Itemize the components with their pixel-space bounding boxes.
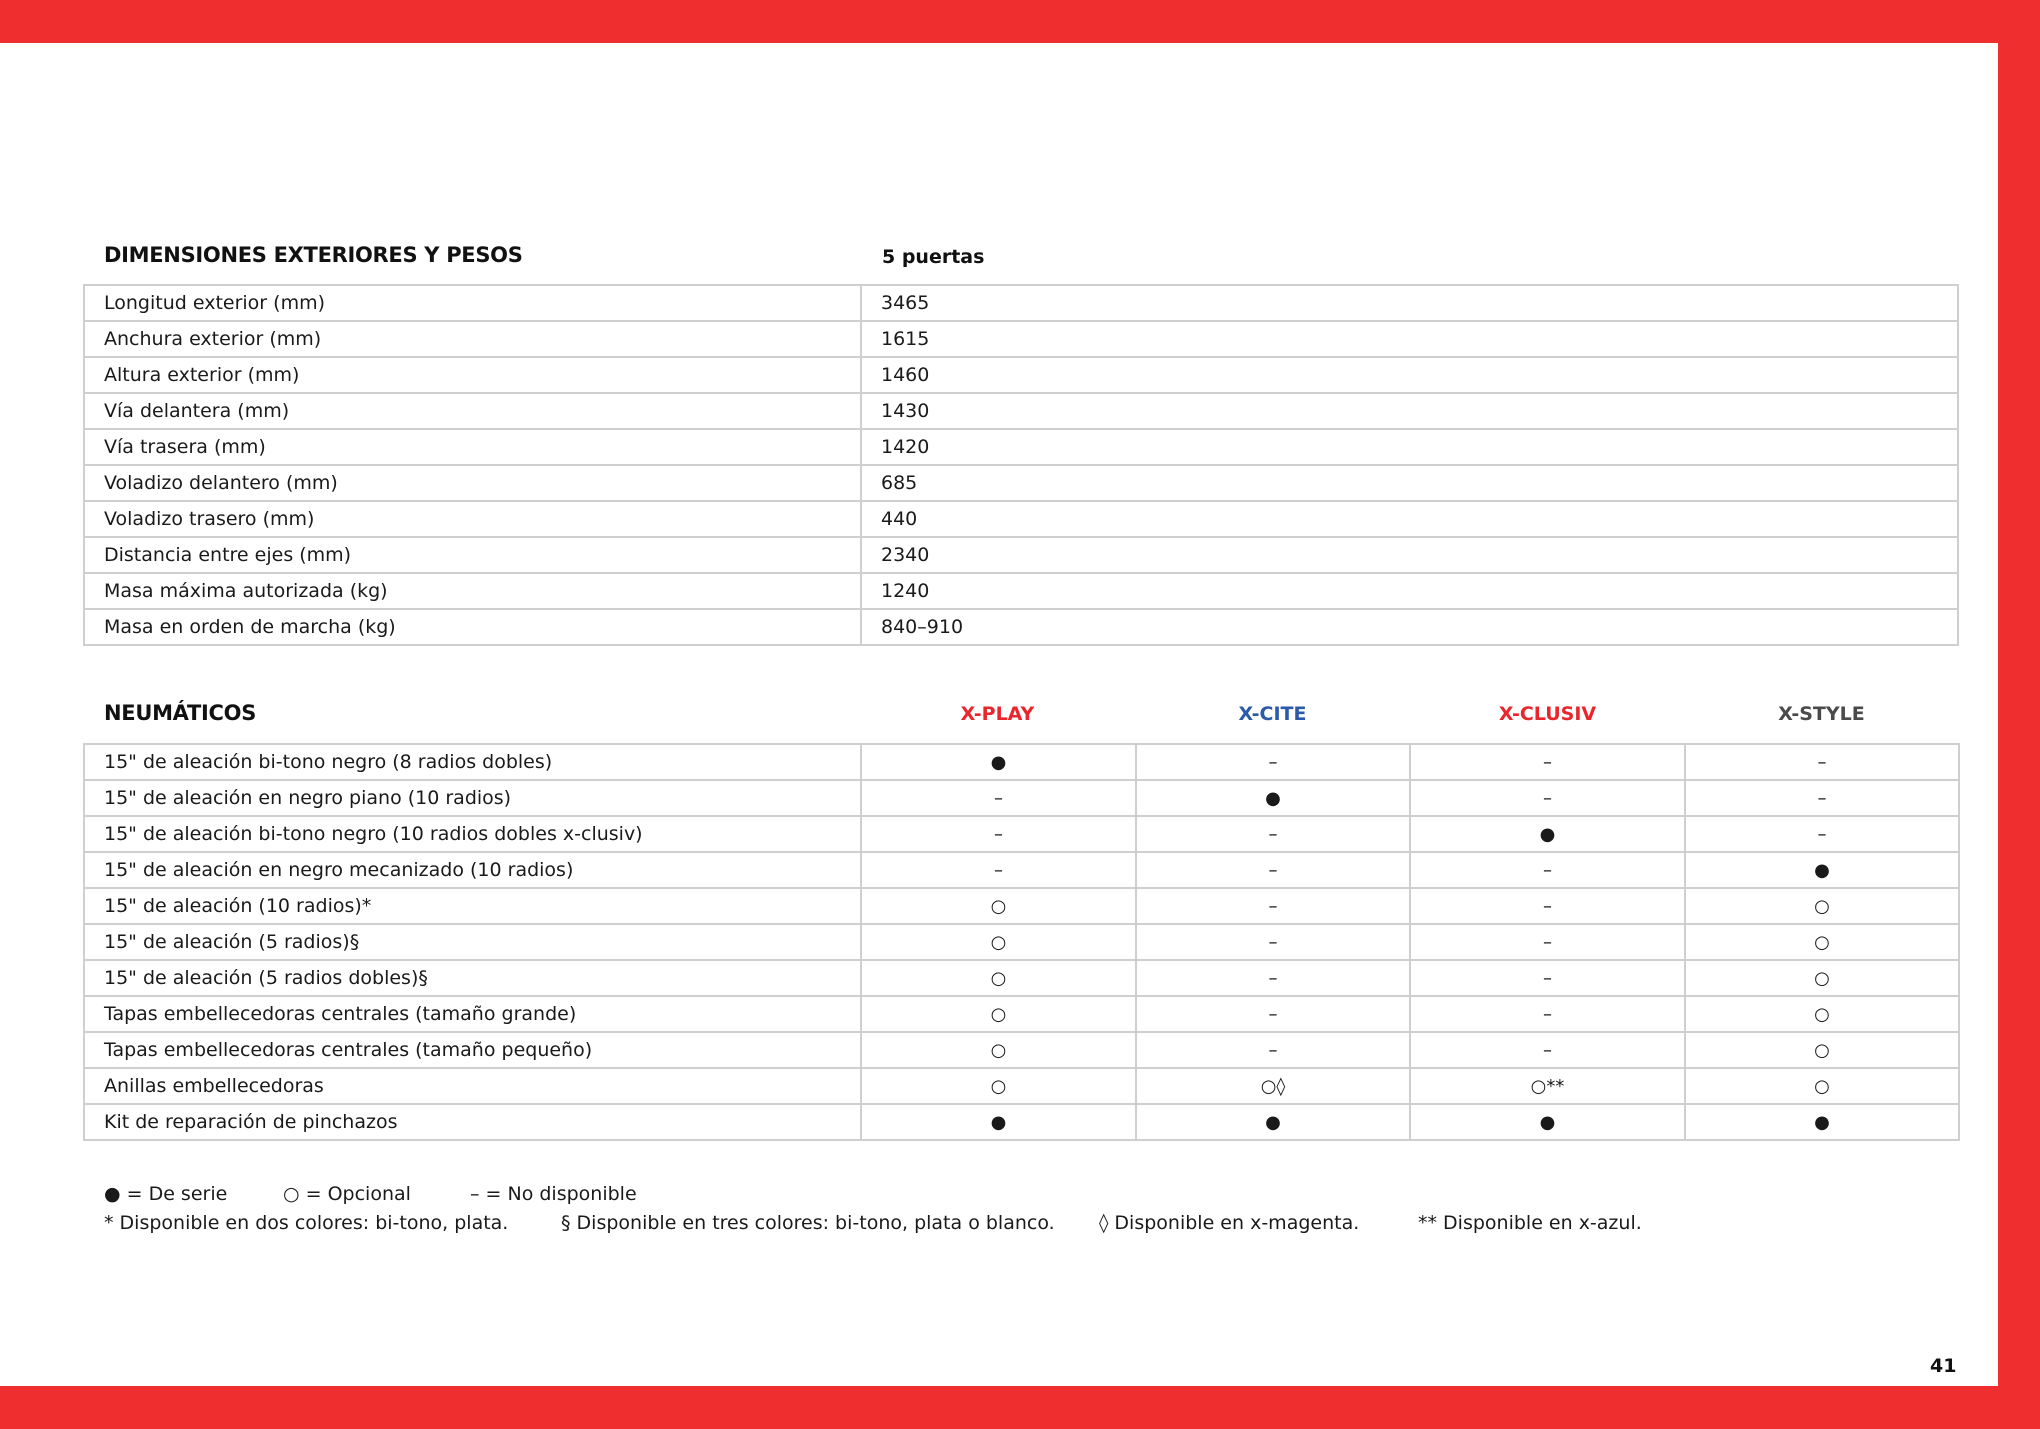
tire-label: 15" de aleación en negro mecanizado (10 radios) bbox=[84, 852, 861, 888]
tire-row bbox=[84, 960, 1959, 996]
availability-cell: ○ bbox=[1685, 1032, 1959, 1068]
tire-label: 15" de aleación (10 radios)* bbox=[84, 888, 861, 924]
column-x-clusiv: X-CLUSIV bbox=[1498, 703, 1597, 725]
dimension-label: Voladizo delantero (mm) bbox=[84, 465, 861, 501]
footnote-section: § Disponible en tres colores: bi-tono, plata o blanco. bbox=[561, 1212, 1055, 1234]
dimension-label: Altura exterior (mm) bbox=[84, 357, 861, 393]
dimension-value: 685 bbox=[861, 465, 1958, 501]
right-red-bar bbox=[1998, 0, 2040, 1429]
column-x-style: X-STYLE bbox=[1778, 703, 1865, 725]
footnote-diamond: ◊ Disponible en x-magenta. bbox=[1099, 1212, 1360, 1234]
availability-cell: – bbox=[1136, 996, 1410, 1032]
dimension-label: Masa máxima autorizada (kg) bbox=[84, 573, 861, 609]
availability-cell: – bbox=[1410, 888, 1685, 924]
dimension-label: Longitud exterior (mm) bbox=[84, 285, 861, 321]
dimension-label: Voladizo trasero (mm) bbox=[84, 501, 861, 537]
dimensions-table bbox=[83, 284, 1959, 646]
availability-cell: – bbox=[1410, 996, 1685, 1032]
tire-row bbox=[84, 744, 1959, 780]
dimension-value: 3465 bbox=[861, 285, 1958, 321]
availability-cell: ○ bbox=[1685, 960, 1959, 996]
tire-label: 15" de aleación bi-tono negro (8 radios dobles) bbox=[84, 744, 861, 780]
tire-row bbox=[84, 888, 1959, 924]
dimension-label: Anchura exterior (mm) bbox=[84, 321, 861, 357]
availability-cell: ○ bbox=[1685, 924, 1959, 960]
availability-cell: ● bbox=[1685, 852, 1959, 888]
tire-row bbox=[84, 924, 1959, 960]
dimension-row bbox=[84, 609, 1958, 645]
dimension-value: 1615 bbox=[861, 321, 1958, 357]
availability-cell: ○ bbox=[1685, 1068, 1959, 1104]
availability-cell: ● bbox=[1410, 1104, 1685, 1140]
tire-label: 15" de aleación (5 radios dobles)§ bbox=[84, 960, 861, 996]
tire-row bbox=[84, 816, 1959, 852]
tire-row bbox=[84, 780, 1959, 816]
availability-cell: ● bbox=[861, 744, 1136, 780]
availability-cell: – bbox=[1136, 852, 1410, 888]
availability-cell: – bbox=[1410, 924, 1685, 960]
bottom-red-bar bbox=[0, 1386, 2040, 1429]
tire-label: 15" de aleación en negro piano (10 radios) bbox=[84, 780, 861, 816]
legend-standard: ● = De serie bbox=[104, 1183, 228, 1205]
tire-label: Tapas embellecedoras centrales (tamaño pequeño) bbox=[84, 1032, 861, 1068]
tire-row bbox=[84, 1104, 1959, 1140]
availability-cell: – bbox=[1410, 780, 1685, 816]
availability-cell: ● bbox=[1410, 816, 1685, 852]
dimension-label: Vía delantera (mm) bbox=[84, 393, 861, 429]
footnote-double-star: ** Disponible en x-azul. bbox=[1418, 1212, 1642, 1234]
availability-cell: – bbox=[861, 780, 1136, 816]
dimension-row bbox=[84, 465, 1958, 501]
dimensions-title: DIMENSIONES EXTERIORES Y PESOS bbox=[104, 243, 523, 267]
tires-title: NEUMÁTICOS bbox=[104, 701, 257, 725]
page-number: 41 bbox=[1930, 1355, 1957, 1377]
availability-cell: – bbox=[1410, 744, 1685, 780]
footnote-star: * Disponible en dos colores: bi-tono, plata. bbox=[104, 1212, 509, 1234]
availability-cell: ○◊ bbox=[1136, 1068, 1410, 1104]
dimension-row bbox=[84, 573, 1958, 609]
availability-cell: ○** bbox=[1410, 1068, 1685, 1104]
availability-cell: ○ bbox=[861, 960, 1136, 996]
tire-row bbox=[84, 852, 1959, 888]
availability-cell: – bbox=[1685, 816, 1959, 852]
availability-cell: ○ bbox=[1685, 888, 1959, 924]
availability-cell: ● bbox=[1136, 1104, 1410, 1140]
dimension-label: Masa en orden de marcha (kg) bbox=[84, 609, 861, 645]
dimension-row bbox=[84, 321, 1958, 357]
dimension-row bbox=[84, 537, 1958, 573]
dimension-row bbox=[84, 393, 1958, 429]
dimension-value: 1420 bbox=[861, 429, 1958, 465]
tire-label: Anillas embellecedoras bbox=[84, 1068, 861, 1104]
tires-table bbox=[83, 743, 1960, 1141]
availability-cell: – bbox=[1410, 852, 1685, 888]
dimensions-column-header: 5 puertas bbox=[882, 246, 985, 268]
availability-cell: ○ bbox=[861, 888, 1136, 924]
column-x-cite: X-CITE bbox=[1238, 703, 1307, 725]
dimension-row bbox=[84, 501, 1958, 537]
availability-cell: – bbox=[1136, 888, 1410, 924]
dimension-row bbox=[84, 429, 1958, 465]
availability-cell: – bbox=[1685, 744, 1959, 780]
availability-cell: – bbox=[1410, 960, 1685, 996]
availability-cell: ○ bbox=[861, 1068, 1136, 1104]
dimension-value: 1240 bbox=[861, 573, 1958, 609]
tire-row bbox=[84, 996, 1959, 1032]
tire-row bbox=[84, 1068, 1959, 1104]
tire-label: Kit de reparación de pinchazos bbox=[84, 1104, 861, 1140]
availability-cell: ● bbox=[1136, 780, 1410, 816]
availability-cell: – bbox=[861, 816, 1136, 852]
tire-label: 15" de aleación bi-tono negro (10 radios dobles x-clusiv) bbox=[84, 816, 861, 852]
dimension-value: 1460 bbox=[861, 357, 1958, 393]
availability-cell: – bbox=[1685, 780, 1959, 816]
dimension-label: Distancia entre ejes (mm) bbox=[84, 537, 861, 573]
availability-cell: – bbox=[1410, 1032, 1685, 1068]
dimension-row bbox=[84, 357, 1958, 393]
column-x-play: X-PLAY bbox=[960, 703, 1035, 725]
legend-optional: ○ = Opcional bbox=[283, 1183, 411, 1205]
availability-cell: – bbox=[861, 852, 1136, 888]
availability-cell: – bbox=[1136, 960, 1410, 996]
availability-cell: ○ bbox=[1685, 996, 1959, 1032]
tire-row bbox=[84, 1032, 1959, 1068]
dimension-row bbox=[84, 285, 1958, 321]
dimension-value: 440 bbox=[861, 501, 1958, 537]
dimension-value: 1430 bbox=[861, 393, 1958, 429]
availability-cell: ● bbox=[861, 1104, 1136, 1140]
availability-cell: ○ bbox=[861, 924, 1136, 960]
tire-label: Tapas embellecedoras centrales (tamaño grande) bbox=[84, 996, 861, 1032]
dimension-value: 840–910 bbox=[861, 609, 1958, 645]
availability-cell: – bbox=[1136, 1032, 1410, 1068]
top-red-bar bbox=[0, 0, 2040, 43]
availability-cell: ● bbox=[1685, 1104, 1959, 1140]
availability-cell: ○ bbox=[861, 996, 1136, 1032]
tire-label: 15" de aleación (5 radios)§ bbox=[84, 924, 861, 960]
legend-unavailable: – = No disponible bbox=[470, 1183, 637, 1205]
dimension-value: 2340 bbox=[861, 537, 1958, 573]
availability-cell: – bbox=[1136, 744, 1410, 780]
availability-cell: – bbox=[1136, 816, 1410, 852]
availability-cell: – bbox=[1136, 924, 1410, 960]
dimension-label: Vía trasera (mm) bbox=[84, 429, 861, 465]
availability-cell: ○ bbox=[861, 1032, 1136, 1068]
